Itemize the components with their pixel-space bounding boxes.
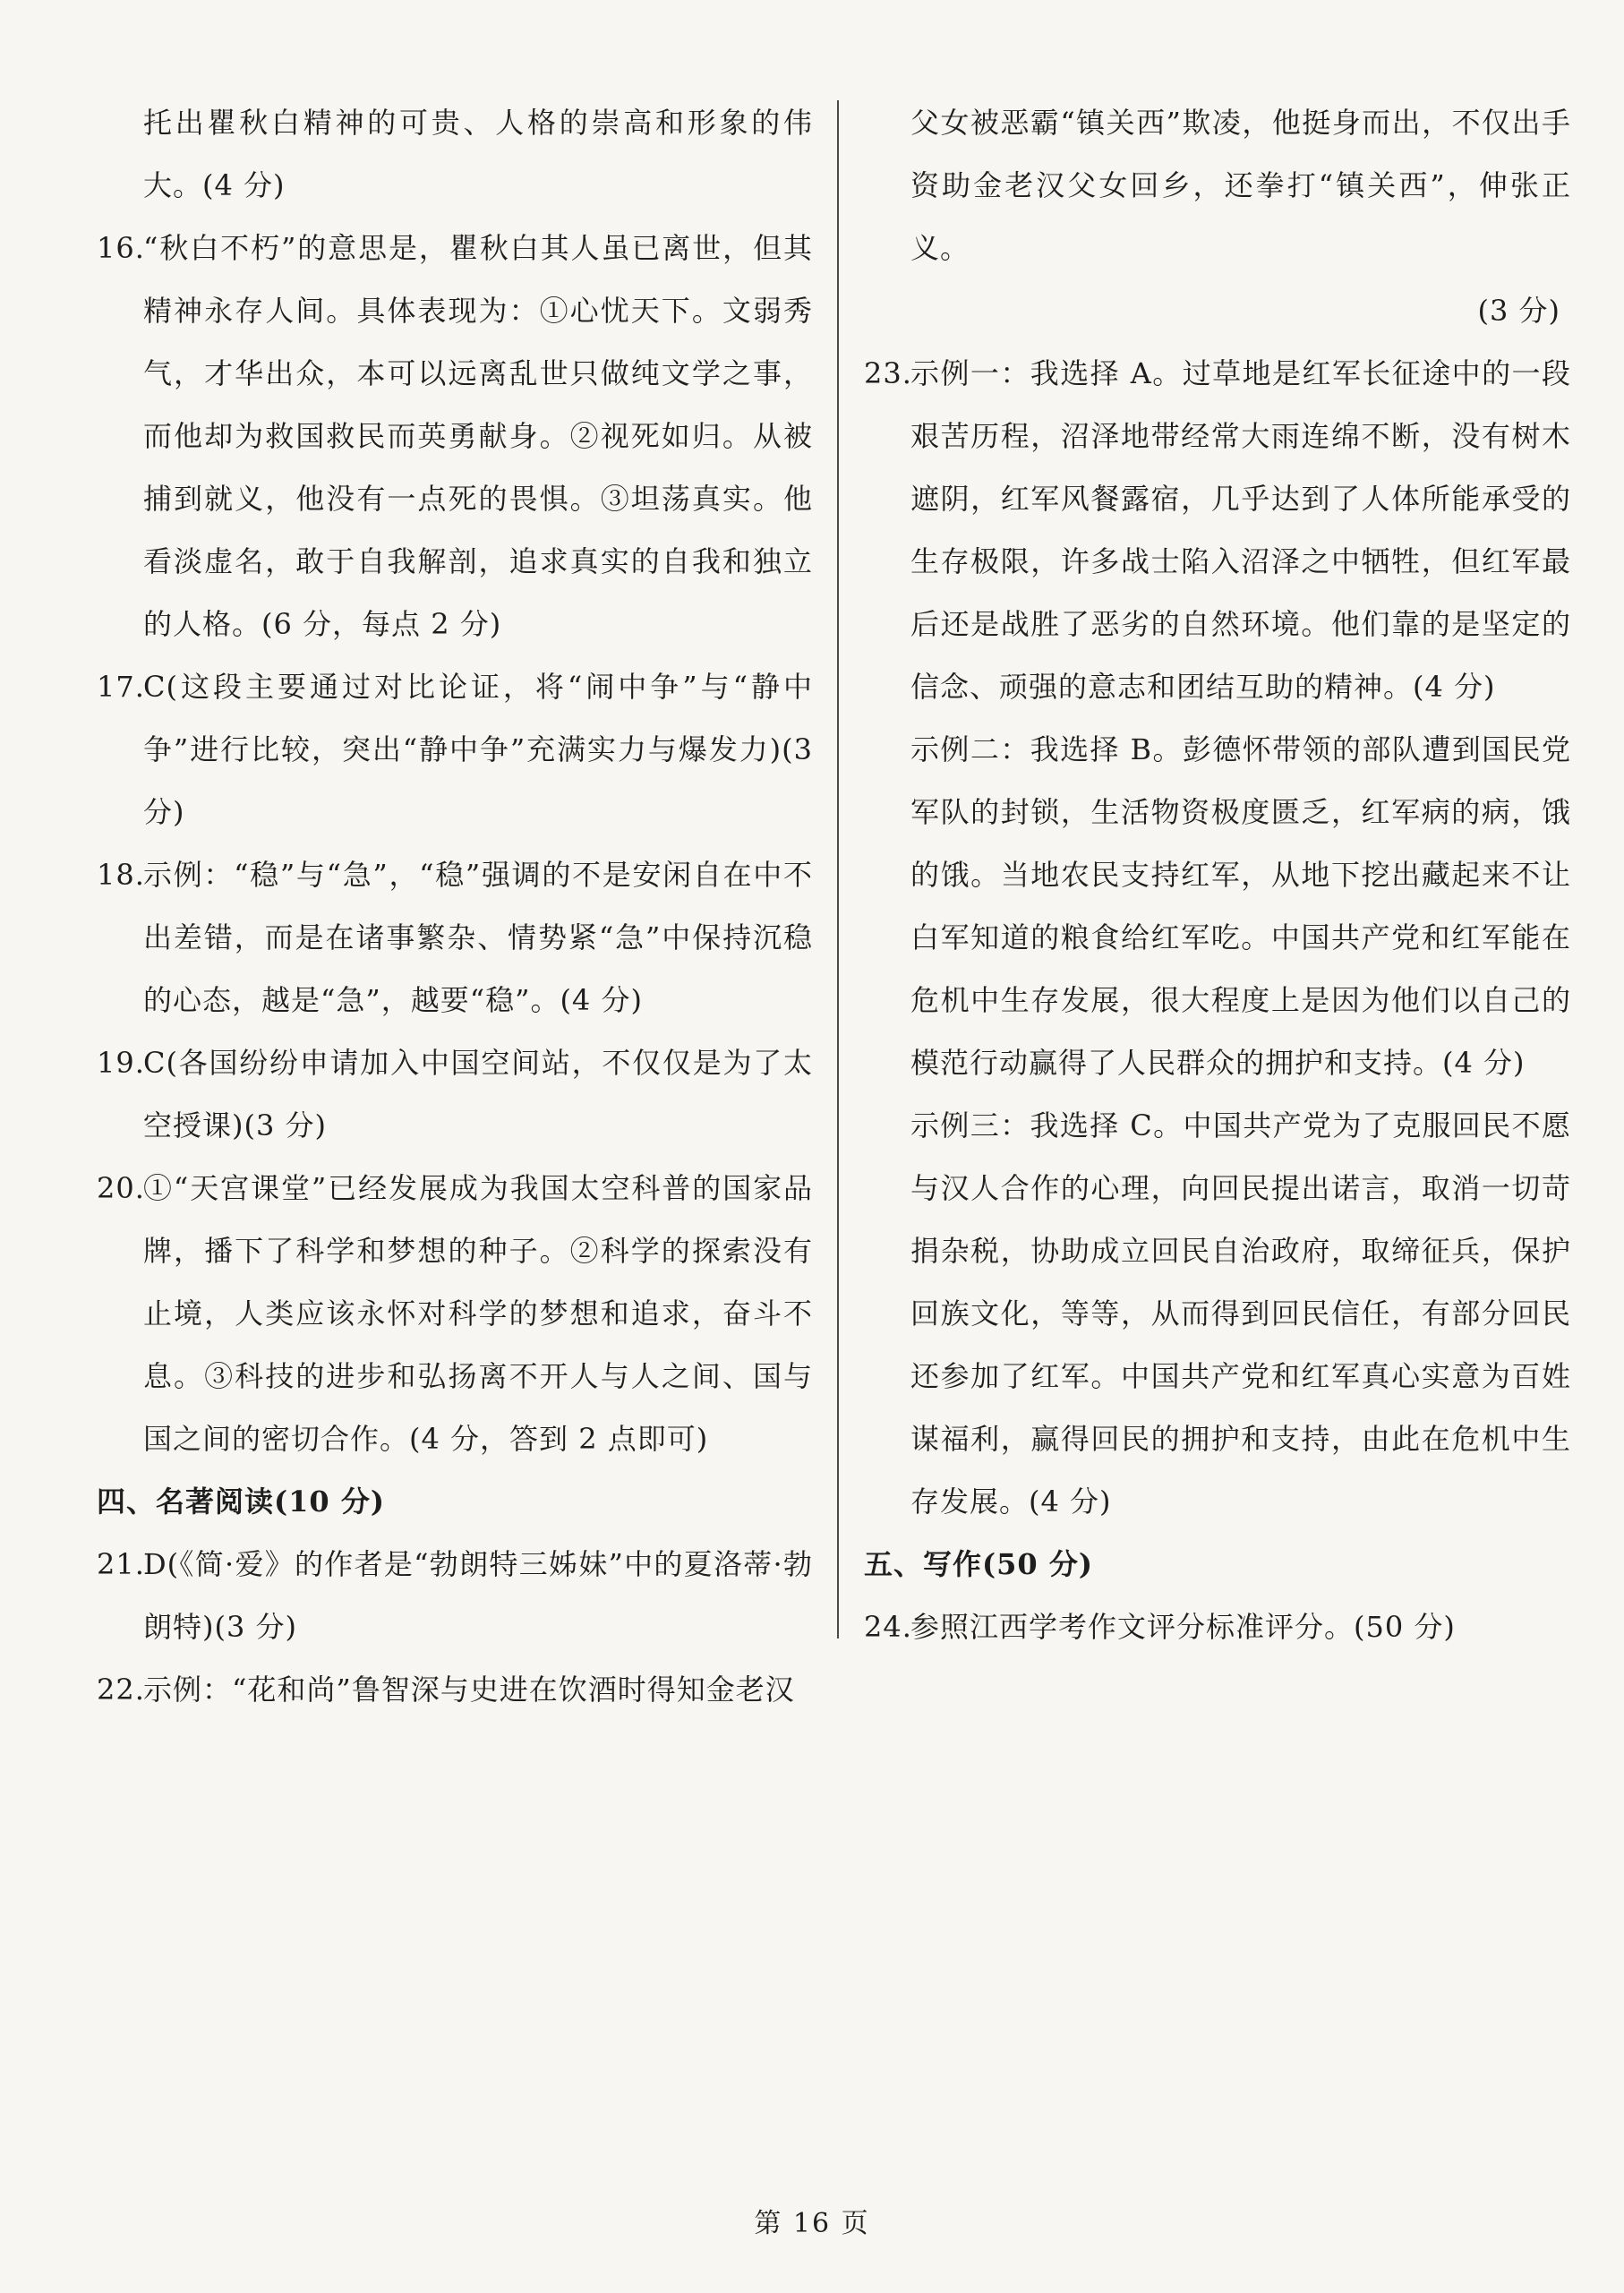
- answer-number: 20.: [97, 1171, 145, 1205]
- answer-19: [97, 1031, 813, 1157]
- answer-number: 19.: [97, 1046, 145, 1080]
- column-divider: [837, 100, 839, 1638]
- left-column: [97, 91, 813, 1721]
- answer-text: ①“天宫课堂”已经发展成为我国太空科普的国家品牌，播下了科学和梦想的种子。②科学的探索没有止境，人类应该永怀对科学的梦想和追求，奋斗不息。③科技的进步和弘扬离不开人与人之间、国与国之间的密切合作。(4 分，答到 2 点即可): [143, 1171, 813, 1456]
- answer-23-sample-3: 示例三：我选择 C。中国共产党为了克服回民不愿与汉人合作的心理，向回民提出诺言，取消一切苛捐杂税，协助成立回民自治政府，取缔征兵，保护回族文化，等等，从而得到回民信任，有部分回民还参加了红军。中国共产党和红军真心实意为百姓谋福利，赢得回民的拥护和支持，由此在危机中生存发展。(4 分): [910, 1108, 1571, 1519]
- section-heading-five: 五、写作(50 分): [864, 1547, 1093, 1581]
- answer-text: 示例：“稳”与“急”，“稳”强调的不是安闲自在中不出差错，而是在诸事繁杂、情势紧“急”中保持沉稳的心态，越是“急”，越要“稳”。(4 分): [143, 858, 813, 1017]
- answer-number: 18.: [97, 858, 145, 892]
- answer-number: 23.: [864, 356, 912, 390]
- answer-22-score: (3 分): [1477, 294, 1560, 328]
- answer-23-sample-2: 示例二：我选择 B。彭德怀带领的部队遭到国民党军队的封锁，生活物资极度匮乏，红军病的病，饿的饿。当地农民支持红军，从地下挖出藏起来不让白军知道的粮食给红军吃。中国共产党和红军能在危机中生存发展，很大程度上是因为他们以自己的模范行动赢得了人民群众的拥护和支持。(4 分): [910, 732, 1571, 1080]
- answer-24: [864, 1596, 1571, 1658]
- answer-21: [97, 1533, 813, 1658]
- answer-text: 参照江西学考作文评分标准评分。(50 分): [910, 1610, 1456, 1644]
- answer-text: C(这段主要通过对比论证，将“闹中争”与“静中争”进行比较，突出“静中争”充满实力与爆发力)(3 分): [143, 670, 813, 829]
- answer-20: [97, 1157, 813, 1470]
- answer-number: 16.: [97, 231, 145, 265]
- answer-15-continuation: 托出瞿秋白精神的可贵、人格的崇高和形象的伟大。(4 分): [143, 106, 813, 202]
- answer-number: 17.: [97, 670, 145, 704]
- answer-number: 24.: [864, 1610, 912, 1644]
- answer-text: “秋白不朽”的意思是，瞿秋白其人虽已离世，但其精神永存人间。具体表现为：①心忧天下。文弱秀气，才华出众，本可以远离乱世只做纯文学之事，而他却为救国救民而英勇献身。②视死如归。从被捕到就义，他没有一点死的畏惧。③坦荡真实。他看淡虚名，敢于自我解剖，追求真实的自我和独立的人格。(6 分，每点 2 分): [143, 231, 813, 641]
- answer-text: 示例：“花和尚”鲁智深与史进在饮酒时得知金老汉: [143, 1673, 795, 1707]
- page-number: 第 16 页: [754, 2208, 870, 2239]
- section-heading-four: 四、名著阅读(10 分): [97, 1484, 385, 1519]
- answer-16: [97, 217, 813, 655]
- answer-23-sample-1: [864, 342, 1571, 718]
- answer-22-continuation: 父女被恶霸“镇关西”欺凌，他挺身而出，不仅出手资助金老汉父女回乡，还拳打“镇关西”，伸张正义。: [910, 106, 1571, 265]
- answer-number: 21.: [97, 1547, 145, 1581]
- answer-22: [97, 1658, 813, 1721]
- answer-18: [97, 843, 813, 1031]
- answer-text: C(各国纷纷申请加入中国空间站，不仅仅是为了太空授课)(3 分): [143, 1046, 813, 1142]
- answer-text: D(《简·爱》的作者是“勃朗特三姊妹”中的夏洛蒂·勃朗特)(3 分): [143, 1547, 813, 1644]
- answer-17: [97, 655, 813, 843]
- answer-text: 示例一：我选择 A。过草地是红军长征途中的一段艰苦历程，沼泽地带经常大雨连绵不断，没有树木遮阴，红军风餐露宿，几乎达到了人体所能承受的生存极限，许多战士陷入沼泽之中牺牲，但红军最后还是战胜了恶劣的自然环境。他们靠的是坚定的信念、顽强的意志和团结互助的精神。(4 分): [910, 356, 1571, 704]
- right-column: [864, 91, 1571, 1658]
- answer-number: 22.: [97, 1673, 145, 1707]
